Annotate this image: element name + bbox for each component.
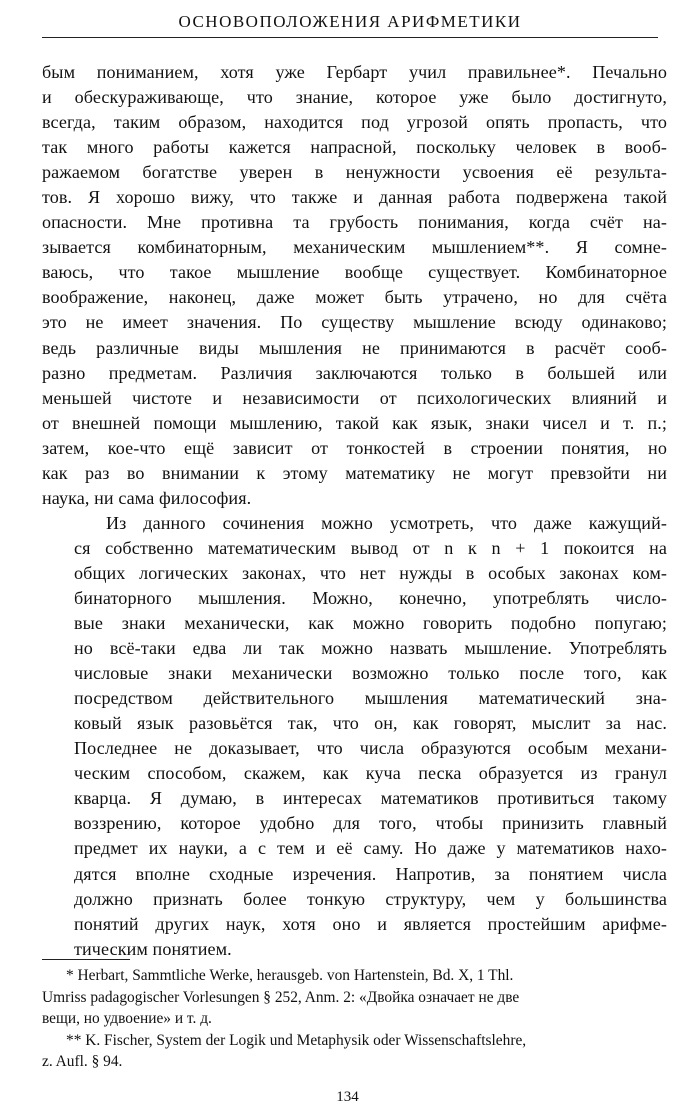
running-title: ОСНОВОПОЛОЖЕНИЯ АРИФМЕТИКИ (178, 12, 522, 31)
text-line: предмет их науки, а с тем и её саму. Но даже у математиков нахо- (74, 838, 667, 859)
text-line: общих логических законах, что нет нужды в особых законах ком- (74, 562, 667, 583)
text-line: всегда, таким образом, находится под угрозой опять пропасть, что (42, 112, 667, 133)
header-rule (42, 37, 658, 38)
footnote-line: Umriss padagogischer Vorlesungen § 252, Anm. 2: «Двойка означает не две (42, 988, 520, 1006)
text-line: тическим понятием. (74, 938, 232, 959)
text-line: ческим способом, скажем, как куча песка образуется из гранул (74, 763, 667, 784)
text-line: вые знаки механически, как можно говорить подобно попугаю; (74, 613, 667, 634)
text-line: тов. Я хорошо вижу, что также и данная работа подвержена такой (42, 187, 667, 208)
text-line: но всё-таки едва ли так можно назвать мышление. Употреблять (74, 638, 667, 659)
page-number: 134 (336, 1089, 359, 1105)
footnotes (42, 965, 667, 1073)
text-line: опасности. Мне противна та грубость понимания, когда счёт на- (42, 212, 667, 233)
footnote-line: z. Aufl. § 94. (42, 1053, 123, 1070)
body-text (42, 60, 667, 962)
paragraph-1 (42, 60, 667, 511)
text-line: как раз во внимании к этому математику не могут превзойти ни (42, 462, 667, 483)
text-line: наука, ни сама философия. (42, 487, 252, 508)
text-line: разно предметам. Различия заключаются только в большей или (42, 362, 667, 383)
text-line: и обескураживающе, что знание, которое уже было достигнуто, (42, 87, 667, 108)
text-line: ваюсь, что такое мышление вообще существует. Комбинаторное (42, 262, 667, 283)
text-line: зывается комбинаторным, механическим мышлением**. Я сомне- (42, 237, 667, 258)
text-line: Последнее не доказывает, что числа образуются особым механи- (74, 738, 667, 759)
text-line: дятся вполне сходные изречения. Напротив, за понятием числа (74, 863, 667, 884)
text-line: бинаторного мышления. Можно, конечно, употреблять числo- (74, 587, 667, 608)
paragraph-2 (42, 511, 667, 962)
text-line: воззрению, которое удобно для того, чтобы принизить главный (74, 813, 667, 834)
text-line: затем, кое-что ещё зависит от тонкостей в строении понятия, но (42, 437, 667, 458)
text-line: Из данного сочинения можно усмотреть, что даже кажущий- (106, 512, 667, 533)
text-line: меньшей чистоте и независимости от психологических влияний и (42, 387, 667, 408)
text-line: числовые знаки механически возможно только после того, как (74, 663, 667, 684)
footnote-line: * Herbart, Sammtliche Werke, herausgeb. von Hartenstein, Bd. X, 1 Thl. (66, 967, 514, 984)
text-line: должно признать более тонкую структуру, чем у большинства (74, 888, 667, 909)
text-line: ся собственно математическим вывод от n к n + 1 покоится на (74, 537, 667, 558)
text-line: так много работы кажется напрасной, поскольку человек в вооб- (42, 137, 667, 158)
text-line: кварца. Я думаю, в интересах математиков противиться такому (74, 788, 667, 809)
footnote-line: ** K. Fischer, System der Logik und Metaphysik oder Wissenschaftslehre, (66, 1031, 527, 1049)
footnote-rule (42, 959, 130, 960)
text-line: ведь различные виды мышления не принимаются в расчёт сооб- (42, 337, 667, 358)
text-line: от внешней помощи мышлению, такой как язык, знаки чисел и т. п.; (42, 412, 667, 433)
footnote-line: вещи, но удвоение» и т. д. (42, 1010, 212, 1027)
text-line: это не имеет значения. По существу мышление всюду одинаково; (42, 312, 667, 333)
text-line: воображение, наконец, даже может быть утрачено, но для счёта (42, 287, 667, 308)
text-line: ковый язык разовьётся так, что он, как говорят, мыслит за нас. (74, 713, 667, 734)
text-line: ражаемом богатстве уверен в ненужности усвоения её результа- (42, 162, 667, 183)
text-line: посредством действительного мышления математический зна- (74, 688, 667, 709)
text-line: понятий других наук, хотя оно и является простейшим арифме- (74, 913, 667, 934)
text-line: бым пониманием, хотя уже Гербарт учил правильнее*. Печально (42, 62, 667, 82)
